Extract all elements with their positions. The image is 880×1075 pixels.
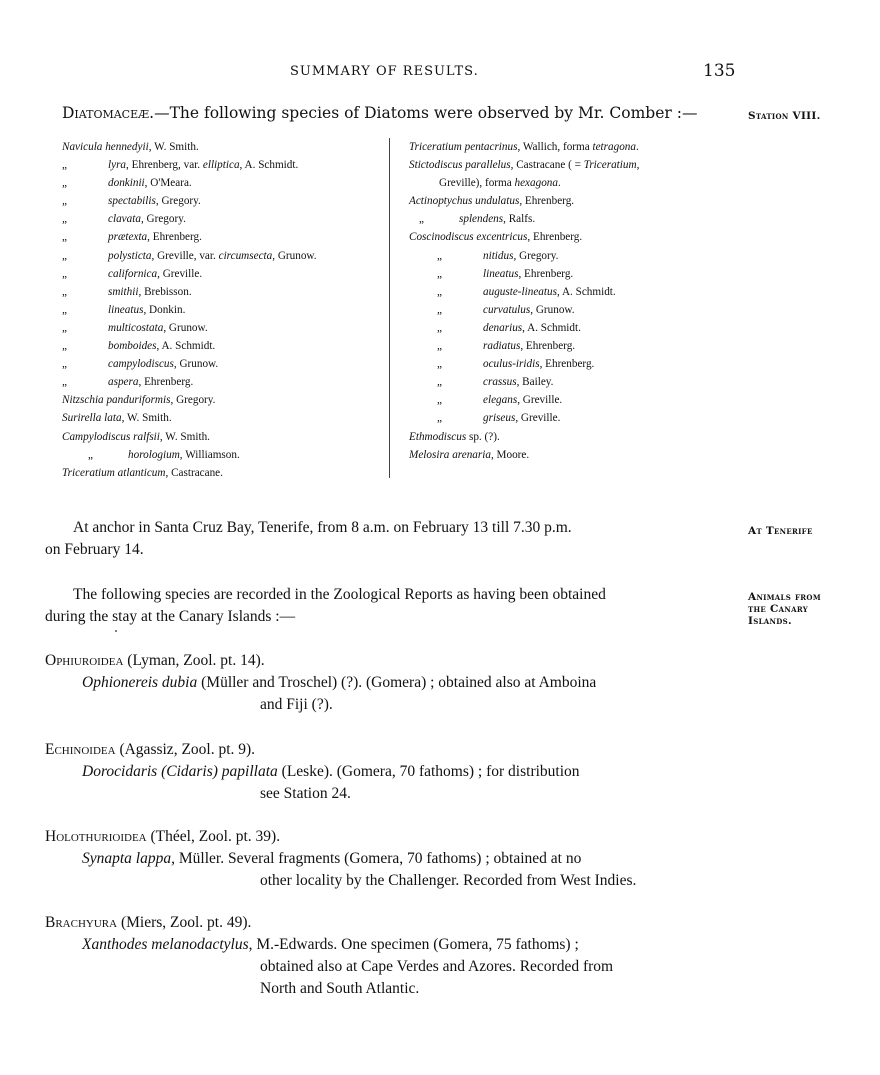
ditto-mark: „ bbox=[62, 231, 67, 244]
species-note-line-2: and Fiji (?). bbox=[260, 696, 333, 713]
species-row bbox=[409, 391, 749, 409]
taxon-reference: (Agassiz, Zool. pt. 9). bbox=[115, 741, 256, 758]
diatom-heading: Diatomaceæ. bbox=[62, 104, 155, 122]
species-row bbox=[409, 428, 749, 446]
species-authority-2: , Grunow. bbox=[272, 249, 317, 262]
species-name: spectabilis bbox=[108, 195, 156, 208]
species-row bbox=[409, 174, 749, 192]
species-authority: , W. Smith. bbox=[148, 141, 199, 153]
species-row bbox=[409, 301, 749, 319]
species-authority: , Greville, var. bbox=[151, 249, 219, 262]
species-authority: Greville), forma bbox=[439, 177, 515, 190]
species-name: aspera bbox=[108, 376, 139, 389]
ditto-mark: „ bbox=[437, 412, 442, 425]
species-row bbox=[409, 283, 749, 301]
species-row bbox=[409, 228, 749, 246]
taxon-group bbox=[45, 650, 735, 716]
species-row bbox=[62, 174, 386, 192]
species-row bbox=[409, 192, 749, 210]
species-name: Melosira arenaria bbox=[409, 448, 491, 461]
taxon-heading bbox=[45, 826, 735, 848]
species-name: oculus-iridis bbox=[483, 358, 540, 371]
species-authority: , A. Schmidt. bbox=[156, 340, 216, 353]
ditto-mark: „ bbox=[437, 376, 442, 389]
species-authority: , Ehrenberg. bbox=[147, 231, 202, 244]
taxon-name: Brachyura bbox=[45, 914, 118, 931]
species-row bbox=[409, 373, 749, 391]
species-authority-2: . bbox=[557, 177, 561, 190]
taxon-name: Ophiuroidea bbox=[45, 652, 124, 669]
species-row bbox=[62, 373, 386, 391]
species-authority: , Ralfs. bbox=[503, 213, 536, 226]
species-note: (Müller and Troschel) (?). (Gomera) ; obtained also at Amboina bbox=[197, 674, 597, 691]
species-name: radiatus bbox=[483, 340, 521, 353]
species-row bbox=[409, 210, 749, 228]
diatom-intro bbox=[62, 104, 742, 122]
column-divider bbox=[389, 138, 390, 478]
ditto-mark: „ bbox=[437, 321, 442, 334]
species-authority-2: . bbox=[636, 141, 639, 153]
species-authority: , Ehrenberg. bbox=[519, 195, 575, 208]
ditto-mark: „ bbox=[419, 213, 424, 226]
species-authority: , Castracane ( = bbox=[510, 159, 584, 172]
species-authority: , Ehrenberg. bbox=[518, 267, 574, 280]
variety-name: elliptica bbox=[202, 159, 240, 172]
species-authority: , Brebisson. bbox=[138, 285, 192, 298]
stray-dot bbox=[115, 630, 117, 632]
taxon-name: Echinoidea bbox=[45, 741, 116, 758]
species-row bbox=[62, 210, 386, 228]
species-authority: , Ehrenberg. bbox=[539, 358, 595, 371]
species-row bbox=[409, 156, 749, 174]
species-name: Xanthodes melanodactylus bbox=[82, 936, 249, 953]
species-authority: , Gregory. bbox=[140, 213, 186, 226]
species-row bbox=[409, 355, 749, 373]
anchor-line-1: At anchor in Santa Cruz Bay, Tenerife, from 8 a.m. on February 13 till 7.30 p.m. bbox=[73, 519, 572, 536]
species-name: prætexta bbox=[108, 231, 148, 244]
species-authority: , Castracane. bbox=[165, 466, 223, 479]
diatom-list-right bbox=[409, 138, 749, 464]
species-note: , M.-Edwards. One specimen (Gomera, 75 fathoms) ; bbox=[248, 936, 579, 953]
species-name: donkinii bbox=[108, 177, 145, 190]
taxon-reference: (Miers, Zool. pt. 49). bbox=[117, 914, 252, 931]
species-name: lineatus bbox=[108, 303, 144, 316]
species-name: Navicula hennedyii bbox=[62, 141, 149, 153]
species-authority: , Ehrenberg, var. bbox=[126, 159, 203, 172]
species-authority: , Donkin. bbox=[143, 303, 186, 316]
ditto-mark: „ bbox=[62, 213, 67, 226]
species-row bbox=[62, 247, 386, 265]
species-name: horologium bbox=[128, 448, 180, 461]
species-name: splendens bbox=[459, 213, 504, 226]
ditto-mark: „ bbox=[62, 177, 67, 190]
species-name: crassus bbox=[483, 376, 517, 389]
ditto-mark: „ bbox=[62, 159, 67, 172]
species-note-line-2: see Station 24. bbox=[260, 785, 351, 802]
taxon-group bbox=[45, 912, 735, 1000]
species-row bbox=[62, 464, 386, 482]
variety-name: tetragona bbox=[592, 141, 636, 153]
anchor-paragraph bbox=[45, 517, 730, 539]
taxon-heading bbox=[45, 739, 735, 761]
running-head bbox=[0, 61, 880, 84]
species-authority: , Bailey. bbox=[516, 376, 554, 389]
diatom-list-left bbox=[62, 138, 386, 482]
species-row bbox=[62, 428, 386, 446]
margin-note-animals-2: the Canary bbox=[748, 603, 809, 615]
margin-note-animals bbox=[748, 591, 858, 627]
ditto-mark: „ bbox=[437, 267, 442, 280]
species-authority: , Grunow. bbox=[530, 303, 575, 316]
species-name: nitidus bbox=[483, 249, 514, 262]
species-row bbox=[62, 301, 386, 319]
species-row bbox=[62, 446, 386, 464]
species-row bbox=[62, 192, 386, 210]
species-entry bbox=[45, 848, 735, 870]
species-row bbox=[62, 138, 386, 156]
species-name: Campylodiscus ralfsii bbox=[62, 430, 160, 443]
species-name: denarius bbox=[483, 321, 523, 334]
species-name: smithii bbox=[108, 285, 139, 298]
taxon-heading bbox=[45, 650, 735, 672]
margin-note-tenerife: At Tenerife bbox=[748, 525, 813, 537]
species-intro-line-2: during the stay at the Canary Islands :— bbox=[45, 608, 296, 625]
ditto-mark: „ bbox=[62, 376, 67, 389]
species-authority: , Gregory. bbox=[513, 249, 559, 262]
ditto-mark: „ bbox=[437, 303, 442, 316]
species-authority: , Grunow. bbox=[173, 358, 219, 371]
species-authority: , W. Smith. bbox=[159, 430, 210, 443]
variety-name: Triceratium bbox=[583, 159, 637, 172]
species-authority: , O'Meara. bbox=[144, 177, 192, 190]
species-name: Coscinodiscus excentricus bbox=[409, 231, 528, 244]
species-note-line-2: obtained also at Cape Verdes and Azores. Recorded from bbox=[260, 958, 614, 975]
diatom-intro-text: —The following species of Diatoms were observed by Mr. Comber :— bbox=[154, 104, 698, 122]
species-row bbox=[409, 138, 749, 156]
species-note: (Leske). (Gomera, 70 fathoms) ; for distribution bbox=[277, 763, 580, 780]
species-row bbox=[409, 337, 749, 355]
species-row bbox=[409, 446, 749, 464]
ditto-mark: „ bbox=[437, 249, 442, 262]
ditto-mark: „ bbox=[62, 249, 67, 262]
species-row bbox=[409, 319, 749, 337]
species-authority: , Ehrenberg. bbox=[520, 340, 576, 353]
ditto-mark: „ bbox=[437, 358, 442, 371]
ditto-mark: „ bbox=[437, 394, 442, 407]
species-name: campylodiscus bbox=[108, 358, 174, 371]
species-name: bomboides bbox=[108, 340, 157, 353]
species-name: clavata bbox=[108, 213, 141, 226]
variety-name: hexagona bbox=[514, 177, 558, 190]
species-authority: , Moore. bbox=[490, 448, 530, 461]
anchor-line-2: on February 14. bbox=[45, 541, 144, 558]
species-authority: , Ehrenberg. bbox=[527, 231, 583, 244]
species-authority: , Wallich, forma bbox=[517, 141, 593, 153]
species-name: Actinoptychus undulatus bbox=[409, 195, 520, 208]
ditto-mark: „ bbox=[62, 358, 67, 371]
species-name: Surirella lata bbox=[62, 412, 122, 425]
taxon-group bbox=[45, 826, 735, 892]
species-entry bbox=[45, 672, 735, 694]
species-name: lyra bbox=[108, 159, 127, 172]
species-name: lineatus bbox=[483, 267, 519, 280]
running-title: SUMMARY OF RESULTS. bbox=[290, 64, 479, 79]
species-name: Stictodiscus parallelus bbox=[409, 159, 511, 172]
species-authority: , Greville. bbox=[515, 412, 561, 425]
ditto-mark: „ bbox=[62, 340, 67, 353]
species-authority: , Ehrenberg. bbox=[138, 376, 194, 389]
species-row bbox=[409, 247, 749, 265]
species-authority: , Gregory. bbox=[155, 195, 201, 208]
species-row bbox=[409, 409, 749, 427]
taxon-reference: (Théel, Zool. pt. 39). bbox=[146, 828, 281, 845]
margin-note-station: Station VIII. bbox=[748, 110, 821, 122]
species-authority: , Williamson. bbox=[179, 448, 240, 461]
species-authority: , Gregory. bbox=[170, 394, 216, 407]
ditto-mark: „ bbox=[62, 321, 67, 334]
taxon-group bbox=[45, 739, 735, 805]
species-note-line-3: North and South Atlantic. bbox=[260, 980, 420, 997]
species-name: Nitzschia panduriformis bbox=[62, 394, 171, 407]
species-authority: sp. (?). bbox=[466, 430, 500, 443]
species-name: curvatulus bbox=[483, 303, 531, 316]
species-authority: , W. Smith. bbox=[121, 412, 172, 425]
species-name: elegans bbox=[483, 394, 518, 407]
species-name: Triceratium atlanticum bbox=[62, 466, 166, 479]
ditto-mark: „ bbox=[62, 267, 67, 280]
ditto-mark: „ bbox=[88, 448, 93, 461]
species-authority-2: , bbox=[636, 159, 640, 172]
taxon-heading bbox=[45, 912, 735, 934]
species-name: polysticta bbox=[108, 249, 152, 262]
ditto-mark: „ bbox=[437, 285, 442, 298]
margin-note-animals-3: Islands. bbox=[748, 615, 792, 627]
species-name: Synapta lappa bbox=[82, 850, 172, 867]
species-row bbox=[62, 337, 386, 355]
species-name: multicostata bbox=[108, 321, 164, 334]
species-name: californica bbox=[108, 267, 158, 280]
species-intro-line-1: The following species are recorded in the Zoological Reports as having been obtained bbox=[73, 586, 606, 603]
species-name: griseus bbox=[483, 412, 516, 425]
species-row bbox=[62, 409, 386, 427]
species-authority: , Greville. bbox=[517, 394, 563, 407]
species-authority: , Grunow. bbox=[163, 321, 208, 334]
ditto-mark: „ bbox=[62, 195, 67, 208]
species-note: , Müller. Several fragments (Gomera, 70 fathoms) ; obtained at no bbox=[171, 850, 582, 867]
species-name: Ophionereis dubia bbox=[82, 674, 198, 691]
taxon-name: Holothurioidea bbox=[45, 828, 147, 845]
species-authority: , Greville. bbox=[157, 267, 203, 280]
species-entry bbox=[45, 934, 735, 956]
species-row bbox=[62, 228, 386, 246]
ditto-mark: „ bbox=[62, 303, 67, 316]
species-row bbox=[62, 156, 386, 174]
species-row bbox=[62, 319, 386, 337]
species-authority-2: , A. Schmidt. bbox=[239, 159, 299, 172]
species-row bbox=[62, 355, 386, 373]
species-name: Ethmodiscus bbox=[409, 430, 467, 443]
species-note-line-2: other locality by the Challenger. Recorded from West Indies. bbox=[260, 872, 637, 889]
species-name: Dorocidaris (Cidaris) papillata bbox=[82, 763, 278, 780]
species-name: Triceratium pentacrinus bbox=[409, 141, 518, 153]
page-number: 135 bbox=[703, 61, 736, 81]
margin-note-animals-1: Animals from bbox=[748, 591, 821, 603]
species-row bbox=[62, 283, 386, 301]
variety-name: circumsecta bbox=[218, 249, 273, 262]
species-row bbox=[62, 265, 386, 283]
species-authority: , A. Schmidt. bbox=[522, 321, 581, 334]
species-entry bbox=[45, 761, 735, 783]
species-authority: , A. Schmidt. bbox=[556, 285, 616, 298]
species-row bbox=[62, 391, 386, 409]
ditto-mark: „ bbox=[62, 285, 67, 298]
ditto-mark: „ bbox=[437, 340, 442, 353]
taxon-reference: (Lyman, Zool. pt. 14). bbox=[123, 652, 265, 669]
species-name: auguste-lineatus bbox=[483, 285, 557, 298]
species-row bbox=[409, 265, 749, 283]
